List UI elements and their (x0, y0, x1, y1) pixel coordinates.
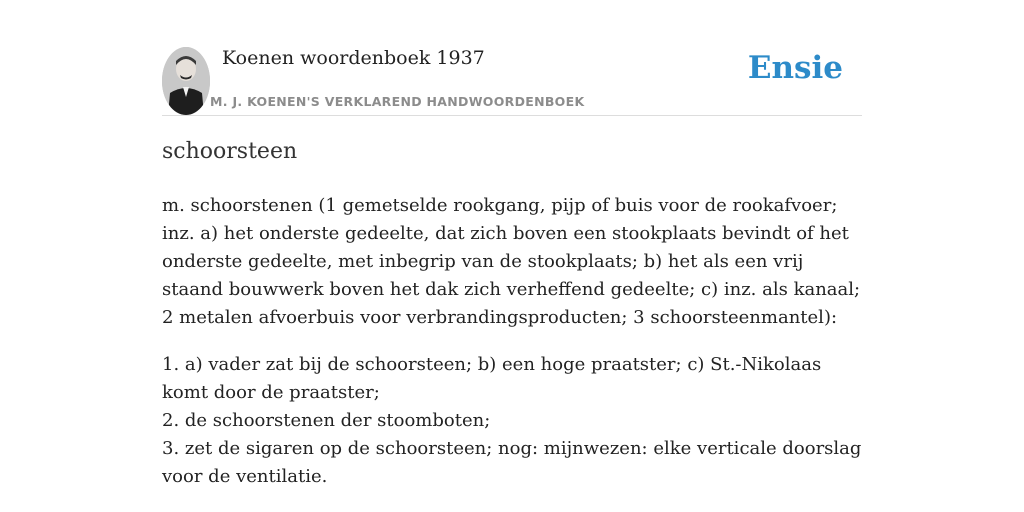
dictionary-subtitle: M. J. KOENEN'S VERKLAREND HANDWOORDENBOEK (210, 94, 585, 109)
site-header (162, 44, 862, 116)
author-portrait-avatar (162, 47, 210, 115)
ensie-logo-link[interactable]: Ensie (747, 50, 843, 86)
portrait-photo-icon (162, 47, 210, 115)
dictionary-title[interactable]: Koenen woordenboek 1937 (222, 47, 485, 69)
example-item: 2. de schoorstenen der stoomboten; (162, 410, 491, 431)
entry-headword: schoorsteen (162, 139, 298, 164)
example-item: 1. a) vader zat bij de schoorsteen; b) een hoge praatster; c) St.-Nikolaas komt door de praatster; (162, 354, 822, 403)
entry-definition: m. schoorstenen (1 gemetselde rookgang, pijp of buis voor de rookafvoer; inz. a) het onderste gedeelte, dat zich boven een stookplaats bevindt of het onderste gedeelte, met inbegrip van de stookplaats; b) het als een vrij staand bouwwerk boven het dak zich verheffend gedeelte; c) inz. als kanaal; 2 metalen afvoerbuis voor verbrandingsproducten; 3 schoorsteenmantel): (162, 195, 861, 328)
entry-examples (162, 351, 862, 491)
example-item: 3. zet de sigaren op de schoorsteen; nog: mijnwezen: elke verticale doorslag voor de ventilatie. (162, 438, 862, 487)
